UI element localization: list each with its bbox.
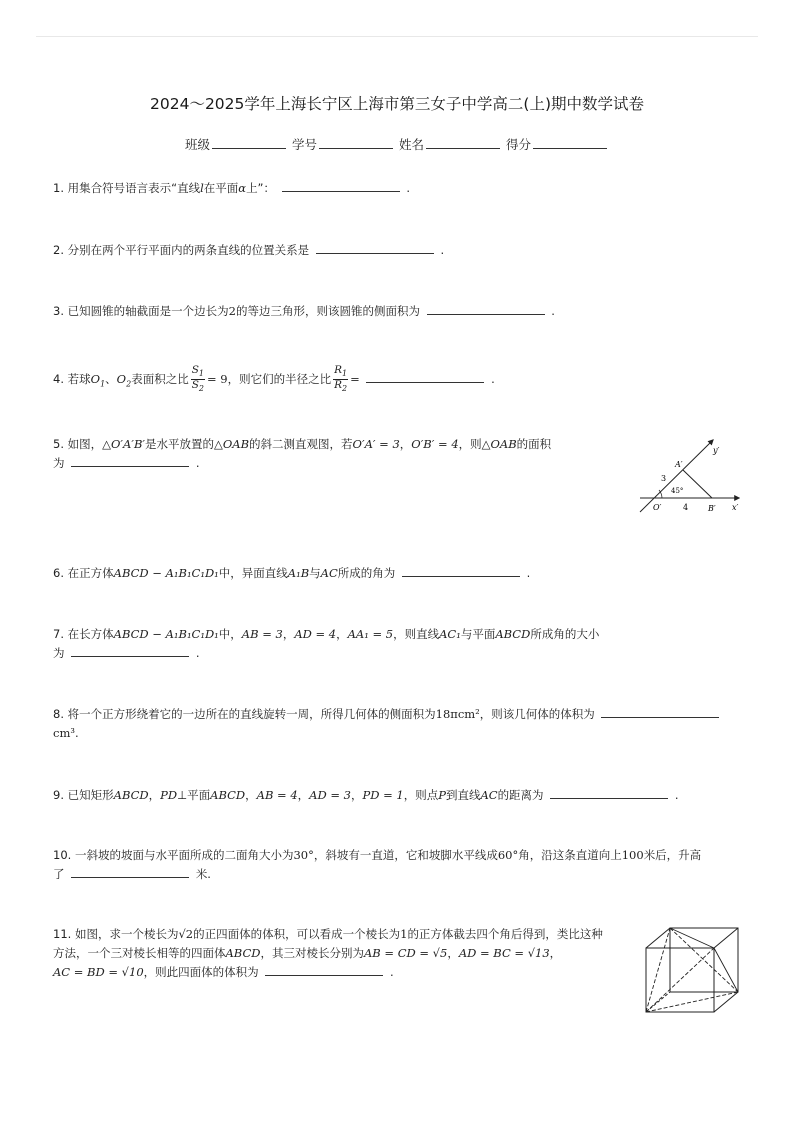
q1-text-mid: 在平面 [203,181,239,195]
q9-perp: ⊥平面 [177,788,211,802]
q5-comma: ， [399,437,412,451]
q1-text-post: 上”： [246,181,276,195]
q6-line-1: A₁B [287,566,310,580]
q8-unit: cm³ [53,726,75,740]
q5-label-x: x′ [732,503,739,512]
q10-angle2: 60° [497,848,519,862]
q8-text: 8. 将一个正方形绕着它的一边所在的直线旋转一周，所得几何体的侧面积为 [53,707,436,721]
q7-line2: 为 [53,646,65,660]
q7-answer-blank[interactable] [71,645,189,657]
question-7 [53,625,653,663]
q7-text-post: 所成角的大小 [530,627,600,641]
question-2 [53,241,444,260]
q11-text-post: 的正方体截去四个角后得到，类比这种 [407,927,603,941]
score-label: 得分 [505,137,531,152]
q1-plane-symbol: α [238,181,247,195]
q4-sep: 、 [105,372,117,387]
q7-ab: AB = 3 [241,627,283,641]
q11-tetra: ABCD [225,946,261,960]
q11-cube-edge: 1 [400,927,408,941]
q5-triangle-original: △OAB [214,437,250,451]
q3-side-length: 2 [228,304,236,318]
number-blank[interactable] [319,138,393,149]
q2-end: . [440,243,445,257]
q9-pd: PD [160,788,178,802]
q11-sep2: ， [549,946,562,960]
question-8 [53,705,753,743]
q1-line-symbol: l [200,181,204,195]
q7-end: . [195,646,200,660]
q6-text-mid: 中，异面直线 [218,566,288,580]
q5-ob-length: O′B′ = 4 [411,437,459,451]
student-info-row [0,135,794,153]
q4-answer-blank[interactable] [366,371,484,383]
score-blank[interactable] [533,138,607,149]
q3-text-post: 的等边三角形，则该圆锥的侧面积为 [235,304,420,318]
q4-radius-ratio: $\frac{R_1}{R_2}$ [334,364,348,394]
q7-sep2: ， [336,627,348,641]
name-label: 姓名 [398,137,424,152]
q6-and: 与 [309,566,321,580]
q9-text: 9. 已知矩形 [53,788,114,802]
q11-answer-blank[interactable] [265,964,383,976]
q9-rect: ABCD [113,788,149,802]
q5-label-a: A′ [675,460,683,469]
q6-cube: ABCD − A₁B₁C₁D₁ [113,566,219,580]
q5-y-axis [640,440,713,512]
q7-text-mid: 中， [218,627,242,641]
q11-end: . [389,965,394,979]
q5-label-b: B′ [708,504,716,513]
q7-sep1: ， [282,627,295,641]
question-9 [53,786,679,805]
q4-end: . [491,372,495,387]
q10-text: 10. 一斜坡的坡面与水平面所成的二面角大小为 [53,848,294,862]
class-blank[interactable] [212,138,286,149]
number-label: 学号 [291,137,317,152]
q9-point: P [438,788,446,802]
q9-text-post: 的距离为 [497,788,544,802]
question-11 [53,925,638,982]
q3-text: 3. 已知圆锥的轴截面是一个边长为 [53,304,229,318]
q6-text: 6. 在正方体 [53,566,114,580]
q11-sep1: ， [447,946,459,960]
q5-line2: 为 [53,456,65,470]
q9-sep2: ， [297,788,310,802]
name-blank[interactable] [426,138,500,149]
q11-line2-mid: ，其三对棱长分别为 [260,946,364,960]
question-5 [53,435,613,473]
q4-sphere-1: $O_1$ [90,372,106,389]
q5-triangle-target: △OAB [481,437,517,451]
q8-answer-blank[interactable] [601,706,719,718]
class-label: 班级 [184,137,210,152]
q7-and: 与平面 [460,627,496,641]
q8-end: . [74,726,79,740]
q4-ratio-value: = 9 [207,372,228,387]
question-6 [53,564,530,583]
q9-end: . [674,788,679,802]
q9-sep1: ， [245,788,257,802]
q4-equals: = [350,372,360,387]
q5-answer-blank[interactable] [71,455,189,467]
q9-sep3: ， [350,788,363,802]
q1-answer-blank[interactable] [282,180,400,192]
q11-text: 11. 如图，求一个棱长为 [53,927,179,941]
q9-answer-blank[interactable] [550,787,668,799]
q11-line2: 方法，一个三对棱长相等的四面体 [53,946,226,960]
q10-answer-blank[interactable] [71,866,189,878]
q5-text-mid3: ，则 [458,437,482,451]
q10-angle1: 30° [293,848,314,862]
q5-end: . [195,456,200,470]
q2-text: 2. 分别在两个平行平面内的两条直线的位置关系是 [53,243,310,257]
q9-text-mid2: 到直线 [445,788,481,802]
q9-plane: ABCD [210,788,246,802]
q10-end: 米. [195,867,211,881]
question-4 [53,365,495,394]
q5-triangle-image: △O′A′B′ [102,437,146,451]
q7-line: AC₁ [439,627,461,641]
question-3 [53,302,555,321]
q6-end: . [526,566,531,580]
q11-ab-cd: AB = CD = √5 [364,946,448,960]
q7-ad: AD = 4 [294,627,337,641]
q5-text-mid2: 的斜二测直观图，若 [249,437,353,451]
q8-text-post: ，则该几何体的体积为 [479,707,595,721]
q5-text-mid: 是水平放置的 [145,437,215,451]
top-divider [36,36,758,37]
q6-line-2: AC [320,566,338,580]
q9-ab: AB = 4 [256,788,298,802]
q7-text: 7. 在长方体 [53,627,114,641]
q5-figure [635,436,745,518]
q9-sep0: ， [148,788,161,802]
q10-line2: 了 [53,867,65,881]
q5-oa-length: O′A′ = 3 [352,437,400,451]
q4-text: 4. 若球 [53,372,91,387]
q3-end: . [551,304,555,318]
q10-text-post: 米后，升高 [643,848,702,862]
q10-distance: 100 [621,848,644,862]
q6-answer-blank[interactable] [402,565,520,577]
q5-segment-ab [683,470,712,498]
exam-title: 2024～2025学年上海长宁区上海市第三女子中学高二(上)期中数学试卷 [150,95,644,113]
q4-sphere-2: $O_2$ [116,372,132,389]
q2-answer-blank[interactable] [316,242,434,254]
q7-plane: ABCD [495,627,531,641]
q4-text-mid: 表面积之比 [131,372,189,387]
q7-aa1: AA₁ = 5 [347,627,394,641]
q8-area: 18πcm² [435,707,480,721]
q9-line: AC [480,788,498,802]
q10-text-mid: ，斜坡有一直道，它和坡脚水平线成 [313,848,498,862]
q7-text-mid2: ，则直线 [393,627,440,641]
q6-text-post: 所成的角为 [337,566,396,580]
q5-label-3: 3 [661,474,667,483]
q9-ad: AD = 3 [309,788,351,802]
q11-cube-figure [642,924,742,1016]
q4-area-ratio: $\frac{S_1}{S_2}$ [191,364,204,394]
q7-box: ABCD − A₁B₁C₁D₁ [113,627,219,641]
q5-label-o: O′ [653,503,662,512]
q11-line3: ，则此四面体的体积为 [143,965,259,979]
q1-text: 1. 用集合符号语言表示“直线 [53,181,201,195]
q9-pd-len: PD = 1 [362,788,404,802]
q5-text-post: 的面积 [516,437,552,451]
q11-edge: √2 [178,927,194,941]
q5-label-4: 4 [683,503,689,512]
q11-ac-bd: AC = BD = √10 [53,965,144,979]
question-10 [53,846,743,884]
q9-text-mid: ，则点 [403,788,439,802]
q3-answer-blank[interactable] [427,303,545,315]
q11-ad-bc: AD = BC = √13 [458,946,550,960]
q5-label-y: y′ [713,446,720,455]
question-1 [53,179,410,198]
q5-text: 5. 如图， [53,437,103,451]
q5-label-angle: 45° [671,487,684,495]
q11-text-mid: 的正四面体的体积，可以看成一个棱长为 [193,927,401,941]
q1-end: . [406,181,410,195]
q4-text-mid2: ，则它们的半径之比 [227,372,332,387]
q10-text-mid2: 角，沿这条直道向上 [518,848,622,862]
